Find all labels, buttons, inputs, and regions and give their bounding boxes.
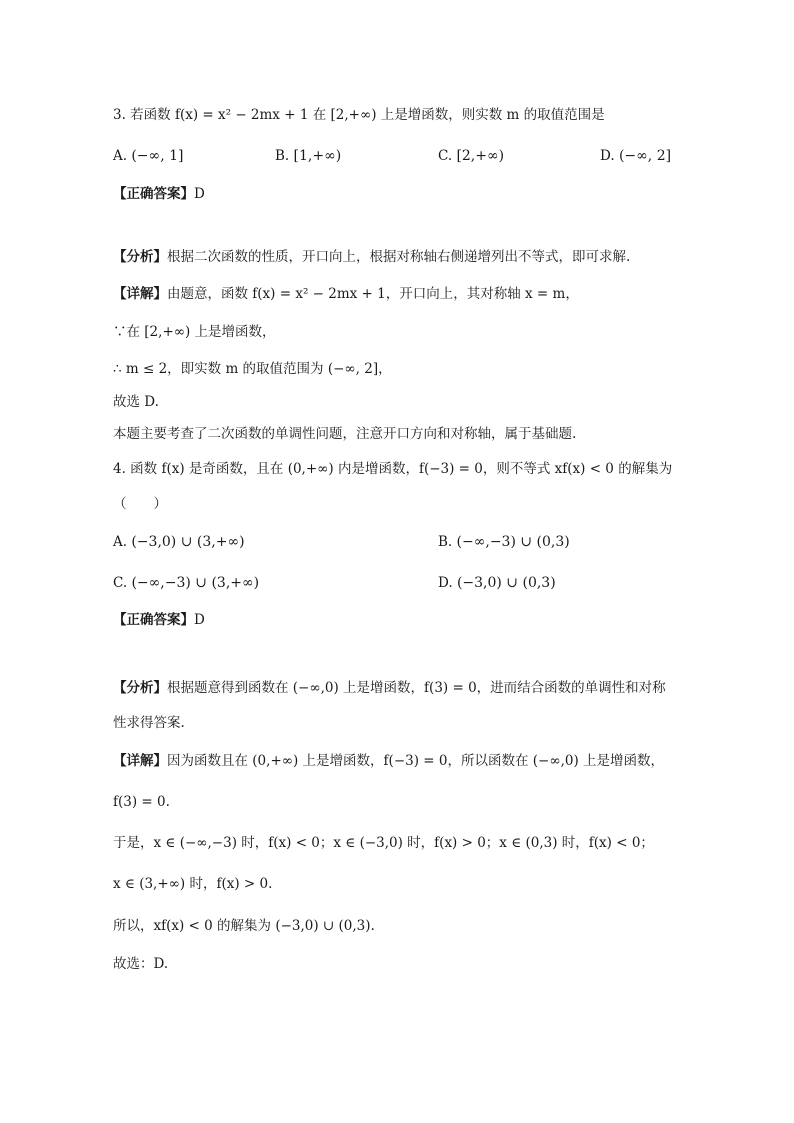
option-letter: A. [113, 534, 128, 550]
q3-analysis [113, 247, 630, 267]
answer-label: 【正确答案】 [113, 612, 194, 628]
option-letter: D. [438, 575, 453, 591]
q3-detail [113, 284, 579, 304]
option-text: [1,+∞) [293, 148, 342, 164]
option-text: (−∞,−3) ∪ (0,3) [456, 534, 570, 550]
option-text: (−∞, 2] [618, 148, 672, 164]
detail-text: 由题意，函数 f(x) = x² − 2mx + 1，开口向上，其对称轴 x = m， [167, 286, 579, 302]
option-text: (−3,0) ∪ (3,+∞) [131, 534, 245, 550]
detail-text: 因为函数且在 (0,+∞) 上是增函数，f(−3) = 0，所以函数在 (−∞,0) 上是增函数， [167, 753, 665, 769]
option-letter: D. [600, 148, 615, 164]
analysis-label: 【分析】 [113, 249, 167, 265]
q4-analysis [113, 678, 666, 698]
q3-stem: 3. 若函数 f(x) = x² − 2mx + 1 在 [2,+∞) 上是增函数，则实数 m 的取值范围是 [113, 107, 605, 123]
q4-line1: 于是，x ∈ (−∞,−3) 时，f(x) < 0；x ∈ (−3,0) 时，f(x) > 0；x ∈ (0,3) 时，f(x) < 0； [113, 835, 654, 851]
option-text: (−3,0) ∪ (0,3) [456, 575, 556, 591]
q3-option-a [113, 146, 183, 166]
analysis-label: 【分析】 [113, 680, 167, 696]
q4-option-c [113, 573, 259, 593]
q3-option-b [275, 146, 341, 166]
q3-answer [113, 184, 205, 204]
q3-summary: 本题主要考查了二次函数的单调性问题，注意开口方向和对称轴，属于基础题. [113, 426, 577, 442]
q4-stem: 4. 函数 f(x) 是奇函数，且在 (0,+∞) 内是增函数，f(−3) = 0，则不等式 xf(x) < 0 的解集为 [113, 461, 673, 477]
q4-line3: 所以，xf(x) < 0 的解集为 (−3,0) ∪ (0,3). [113, 918, 375, 934]
q4-option-b [438, 532, 570, 552]
analysis-text: 根据题意得到函数在 (−∞,0) 上是增函数，f(3) = 0，进而结合函数的单调性和对称 [167, 680, 666, 696]
q4-line4: 故选：D. [113, 956, 169, 972]
detail-label: 【详解】 [113, 753, 167, 769]
q3-option-d [600, 146, 671, 166]
option-letter: B. [275, 148, 290, 164]
q3-line2: ∴ m ≤ 2，即实数 m 的取值范围为 (−∞, 2]， [113, 361, 392, 377]
option-letter: B. [438, 534, 453, 550]
detail-label: 【详解】 [113, 286, 167, 302]
option-text: [2,+∞) [456, 148, 505, 164]
answer-value: D [194, 612, 205, 628]
q4-answer [113, 610, 205, 630]
answer-value: D [194, 186, 205, 202]
answer-label: 【正确答案】 [113, 186, 194, 202]
option-letter: A. [113, 148, 128, 164]
analysis-text: 根据二次函数的性质，开口向上，根据对称轴右侧递增列出不等式，即可求解. [167, 249, 631, 265]
option-letter: C. [113, 575, 128, 591]
option-text: (−∞, 1] [131, 148, 184, 164]
option-letter: C. [438, 148, 453, 164]
q3-line3: 故选 D. [113, 394, 159, 410]
q4-line2: x ∈ (3,+∞) 时，f(x) > 0. [113, 876, 273, 892]
q3-line1: ∵在 [2,+∞) 上是增函数， [113, 324, 276, 340]
q3-option-c [438, 146, 504, 166]
q4-option-d [438, 573, 556, 593]
q4-paren: （ ） [113, 496, 167, 512]
q4-detail-cont: f(3) = 0. [113, 794, 170, 810]
q4-option-a [113, 532, 245, 552]
q4-analysis-cont: 性求得答案. [113, 715, 185, 731]
option-text: (−∞,−3) ∪ (3,+∞) [131, 575, 260, 591]
q4-detail [113, 751, 664, 771]
